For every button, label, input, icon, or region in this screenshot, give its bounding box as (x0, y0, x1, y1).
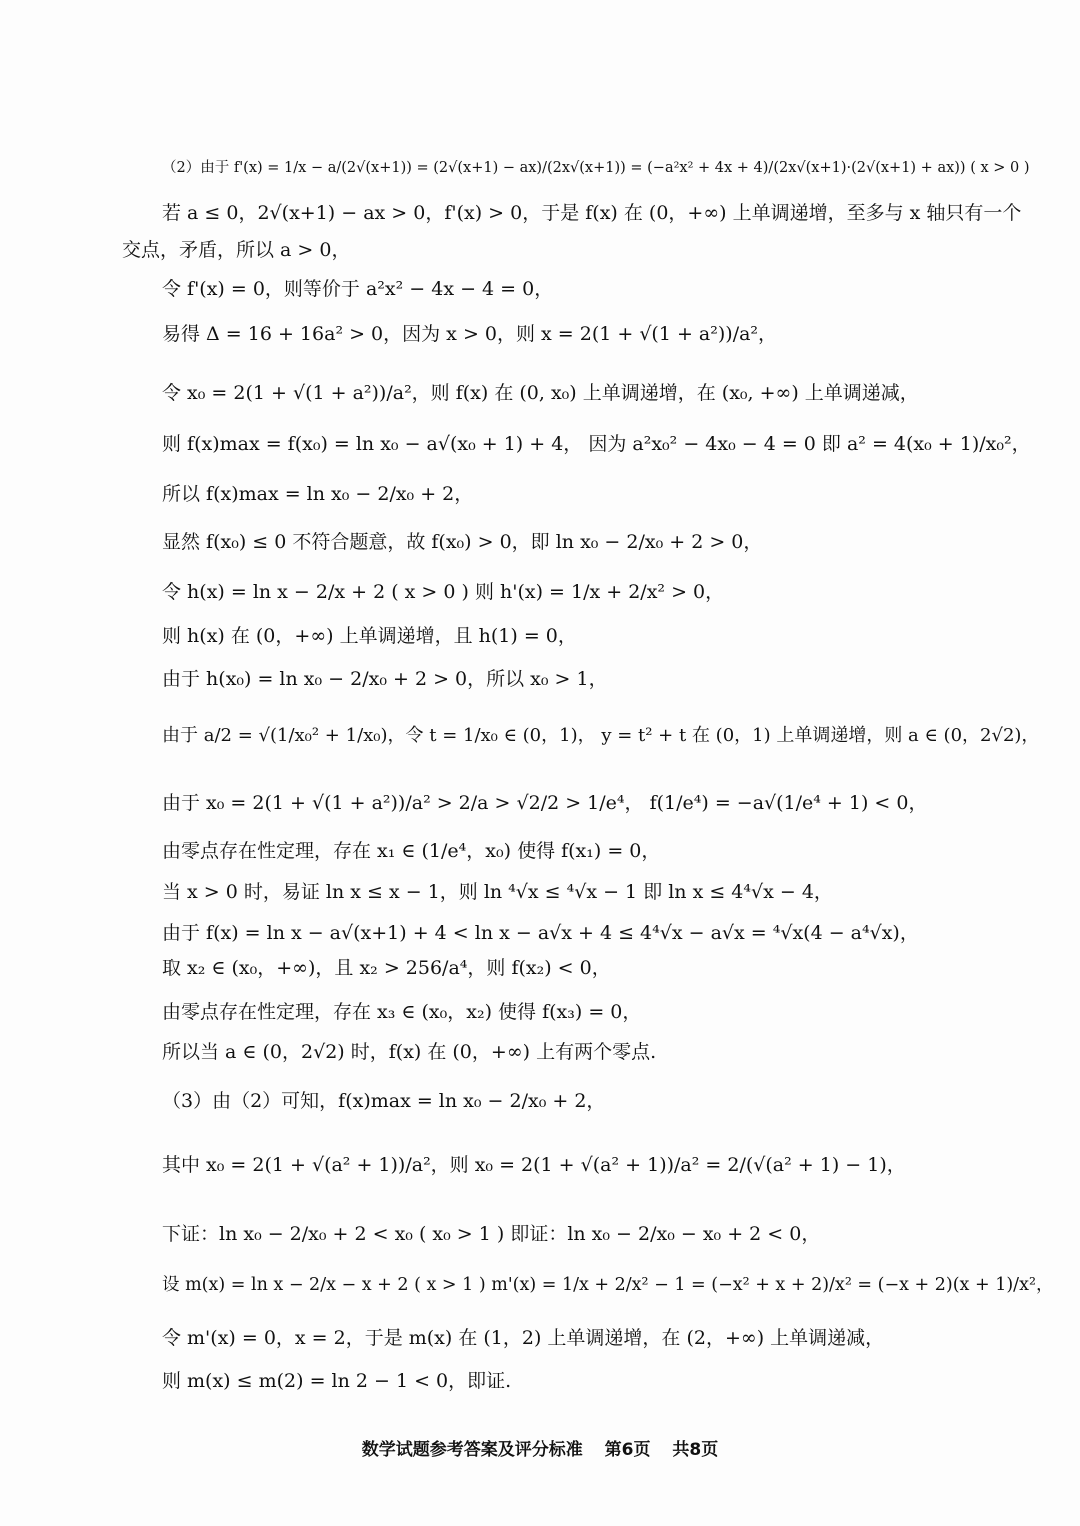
solution-line-text: 取 x₂ ∈ (x₀，+∞)，且 x₂ > 256/a⁴，则 f(x₂) < 0， (162, 957, 611, 979)
footer-title: 数学试题参考答案及评分标准 (361, 1440, 583, 1460)
solution-line-text: （3）由（2）可知，f(x)max = ln x₀ − 2/x₀ + 2， (162, 1090, 606, 1112)
page-footer (0, 1435, 1080, 1460)
solution-line-text: 所以 f(x)max = ln x₀ − 2/x₀ + 2， (162, 483, 474, 505)
solution-line-text: 设 m(x) = ln x − 2/x − x + 2 ( x > 1 ) m'(x) = 1/x + 2/x² − 1 = (−x² + x + 2)/x² = (−x + 2)(x + 1)/x²， (162, 1275, 1054, 1295)
solution-line-text: 令 h(x) = ln x − 2/x + 2 ( x > 0 ) 则 h'(x) = 1/x + 2/x² > 0， (162, 581, 725, 603)
solution-line-text: 显然 f(x₀) ≤ 0 不符合题意，故 f(x₀) > 0，即 ln x₀ − 2/x₀ + 2 > 0， (162, 531, 763, 553)
solution-line-text: 易得 Δ = 16 + 16a² > 0，因为 x > 0，则 x = 2(1 + √(1 + a²))/a²， (162, 323, 778, 345)
solution-line-text: 当 x > 0 时，易证 ln x ≤ x − 1，则 ln ⁴√x ≤ ⁴√x − 1 即 ln x ≤ 4⁴√x − 4， (162, 881, 833, 903)
solution-line-text: 则 h(x) 在 (0，+∞) 上单调递增，且 h(1) = 0， (162, 625, 577, 647)
solution-line-text: 由于 f(x) = ln x − a√(x+1) + 4 < ln x − a√x + 4 ≤ 4⁴√x − a√x = ⁴√x(4 − a⁴√x)， (162, 922, 919, 944)
solution-line-text: 其中 x₀ = 2(1 + √(a² + 1))/a²，则 x₀ = 2(1 + √(a² + 1))/a² = 2/(√(a² + 1) − 1)， (162, 1154, 906, 1176)
solution-line-text: 令 f'(x) = 0，则等价于 a²x² − 4x − 4 = 0， (162, 278, 554, 300)
solution-line-text: 所以当 a ∈ (0，2√2) 时，f(x) 在 (0，+∞) 上有两个零点. (162, 1041, 657, 1063)
solution-line-text: 令 x₀ = 2(1 + √(1 + a²))/a²，则 f(x) 在 (0, x₀) 上单调递增，在 (x₀, +∞) 上单调递减， (162, 382, 919, 404)
solution-line-text: 令 m'(x) = 0，x = 2，于是 m(x) 在 (1，2) 上单调递增，在 (2，+∞) 上单调递减， (162, 1327, 885, 1349)
solution-line-text: 则 f(x)max = f(x₀) = ln x₀ − a√(x₀ + 1) + 4， 因为 a²x₀² − 4x₀ − 4 = 0 即 a² = 4(x₀ + 1)/x₀²， (162, 433, 1031, 455)
solution-line-text: 下证：ln x₀ − 2/x₀ + 2 < x₀ ( x₀ > 1 ) 即证：ln x₀ − 2/x₀ − x₀ + 2 < 0， (162, 1223, 821, 1245)
solution-line-text: 由于 h(x₀) = ln x₀ − 2/x₀ + 2 > 0，所以 x₀ > 1， (162, 668, 608, 690)
footer-page-total: 共8页 (672, 1440, 719, 1460)
solution-line-text: （2）由于 f'(x) = 1/x − a/(2√(x+1)) = (2√(x+1) − ax)/(2x√(x+1)) = (−a²x² + 4x + 4)/(2x√(x+1)·(2√(x+1) + ax)) ( x > 0 ) (162, 160, 1030, 176)
solution-line-text: 若 a ≤ 0，2√(x+1) − ax > 0，f'(x) > 0，于是 f(x) 在 (0，+∞) 上单调递增，至多与 x 轴只有一个 (162, 202, 1022, 224)
solution-line-text: 由零点存在性定理，存在 x₃ ∈ (x₀，x₂) 使得 f(x₃) = 0， (162, 1001, 642, 1023)
footer-page-number: 第6页 (604, 1440, 651, 1460)
solution-line-text: 由于 a/2 = √(1/x₀² + 1/x₀)，令 t = 1/x₀ ∈ (0，1)， y = t² + t 在 (0，1) 上单调递增，则 a ∈ (0，2√2)， (162, 725, 1040, 746)
solution-line-text: 由于 x₀ = 2(1 + √(1 + a²))/a² > 2/a > √2/2 > 1/e⁴， f(1/e⁴) = −a√(1/e⁴ + 1) < 0， (162, 792, 928, 814)
solution-line-text: 则 m(x) ≤ m(2) = ln 2 − 1 < 0，即证. (162, 1370, 512, 1392)
solution-line-text: 交点，矛盾，所以 a > 0， (122, 239, 351, 261)
solution-line-text: 由零点存在性定理，存在 x₁ ∈ (1/e⁴，x₀) 使得 f(x₁) = 0， (162, 840, 661, 862)
